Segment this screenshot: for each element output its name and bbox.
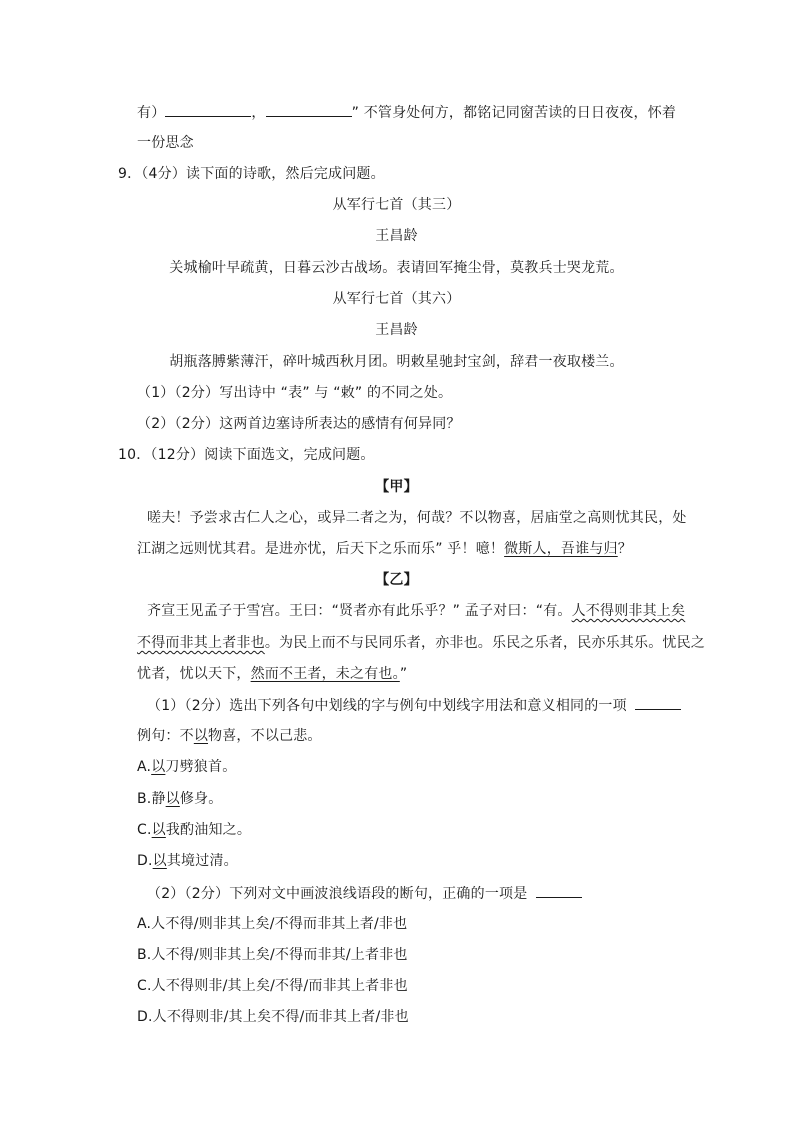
text-segment: 一份思念 (137, 135, 194, 151)
question-9-sub-2: （2）（2分）这两首边塞诗所表达的感情有何异同？ (137, 416, 461, 432)
poem-1-author: 王昌龄 (375, 228, 418, 244)
underlined-text: 以 (193, 728, 209, 744)
text-segment: ， (251, 105, 266, 121)
continuation-line (137, 102, 676, 123)
text-segment: 其境过清。 (166, 853, 238, 869)
text-segment: 忧者，忧以天下， (137, 666, 251, 682)
wavy-underlined-text: 人不得则非其上矣 (571, 603, 686, 619)
segmentation-option-d: D.人不得则非/其上矣不得/而非其上者/非也 (137, 1009, 409, 1025)
answer-blank[interactable] (266, 102, 352, 117)
segmentation-option-b: B.人不得/则非其上矣/不得而非其/上者非也 (137, 947, 408, 963)
option-c (137, 820, 251, 840)
text-segment: 例句：不 (137, 728, 194, 744)
example-sentence (137, 726, 322, 746)
text-segment: ” (399, 666, 408, 682)
poem-1-title: 从军行七首（其三） (332, 197, 461, 213)
passage-yi-line-2 (137, 633, 705, 653)
text-segment: 江湖之远则忧其君。是进亦忧，后天下之乐而乐” 乎！噫！ (137, 541, 505, 557)
answer-blank[interactable] (536, 883, 582, 898)
underlined-text: 以 (165, 791, 180, 807)
text-segment: 我酌油知之。 (165, 822, 252, 838)
text-segment: ？ (617, 541, 632, 557)
text-segment: 刀劈狼首。 (165, 759, 237, 775)
question-9-header: 9．（4分）读下面的诗歌，然后完成问题。 (118, 166, 385, 182)
underlined-text: 以 (151, 822, 166, 838)
text-segment: A. (137, 759, 152, 775)
question-9-sub-1: （1）（2分）写出诗中 “表” 与 “敕” 的不同之处。 (137, 385, 453, 401)
poem-2-text: 胡瓶落膊紫薄汗，碎叶城西秋月团。明敕星驰封宝剑，辞君一夜取楼兰。 (169, 354, 624, 370)
option-a (137, 757, 236, 777)
underlined-text: 然而不王者，未之有也。 (250, 666, 400, 682)
text-segment: 有） (137, 105, 166, 121)
poem-1-text: 关城榆叶早疏黄，日暮云沙古战场。表请回军掩尘骨，莫教兵士哭龙荒。 (169, 260, 624, 276)
wavy-underlined-text: 不得而非其上者非也 (137, 635, 265, 651)
poem-2-author: 王昌龄 (375, 322, 418, 338)
passage-yi-line-3 (137, 664, 407, 684)
passage-jia-title: 【甲】 (375, 479, 418, 495)
question-10-sub-1 (147, 695, 681, 716)
question-10-header: 10．（12分）阅读下面选文，完成问题。 (118, 447, 375, 463)
underlined-text: 微斯人，吾谁与归 (504, 541, 618, 557)
text-segment: 齐宣王见孟子于雪宫。王曰：“贤者亦有此乐乎？” 孟子对曰：“有。 (147, 603, 572, 619)
text-segment: （2）（2分）下列对文中画波浪线语段的断句，正确的一项是 (147, 886, 528, 902)
text-segment: D. (137, 853, 153, 869)
passage-yi-title: 【乙】 (375, 572, 418, 588)
underlined-text: 以 (151, 759, 166, 775)
option-d (137, 851, 238, 871)
underlined-text: 以 (152, 853, 167, 869)
passage-jia-line-2 (137, 539, 632, 559)
text-segment: 物喜，不以己悲。 (208, 728, 322, 744)
poem-2-title: 从军行七首（其六） (332, 291, 461, 307)
text-segment: （1）（2分）选出下列各句中划线的字与例句中划线字用法和意义相同的一项 (147, 698, 627, 714)
text-segment: C. (137, 822, 152, 838)
continuation-line (137, 133, 194, 153)
passage-jia-line-1: 嗟夫！予尝求古仁人之心，或异二者之为，何哉？不以物喜，居庙堂之高则忧其民，处 (147, 510, 687, 526)
text-segment: ” 不管身处何方，都铭记同窗苦读的日日夜夜，怀着 (351, 105, 677, 121)
option-b (137, 789, 222, 809)
question-10-sub-2 (147, 883, 582, 904)
answer-blank[interactable] (635, 695, 681, 710)
segmentation-option-a: A.人不得/则非其上矣/不得而非其上者/非也 (137, 916, 408, 932)
passage-yi-line-1 (147, 601, 685, 621)
answer-blank[interactable] (165, 102, 251, 117)
text-segment: 。为民上而不与民同乐者，亦非也。乐民之乐者，民亦乐其乐。忧民之 (264, 635, 706, 651)
text-segment: B.静 (137, 791, 166, 807)
text-segment: 修身。 (179, 791, 223, 807)
segmentation-option-c: C.人不得则非/其上矣/不得/而非其上者非也 (137, 978, 408, 994)
